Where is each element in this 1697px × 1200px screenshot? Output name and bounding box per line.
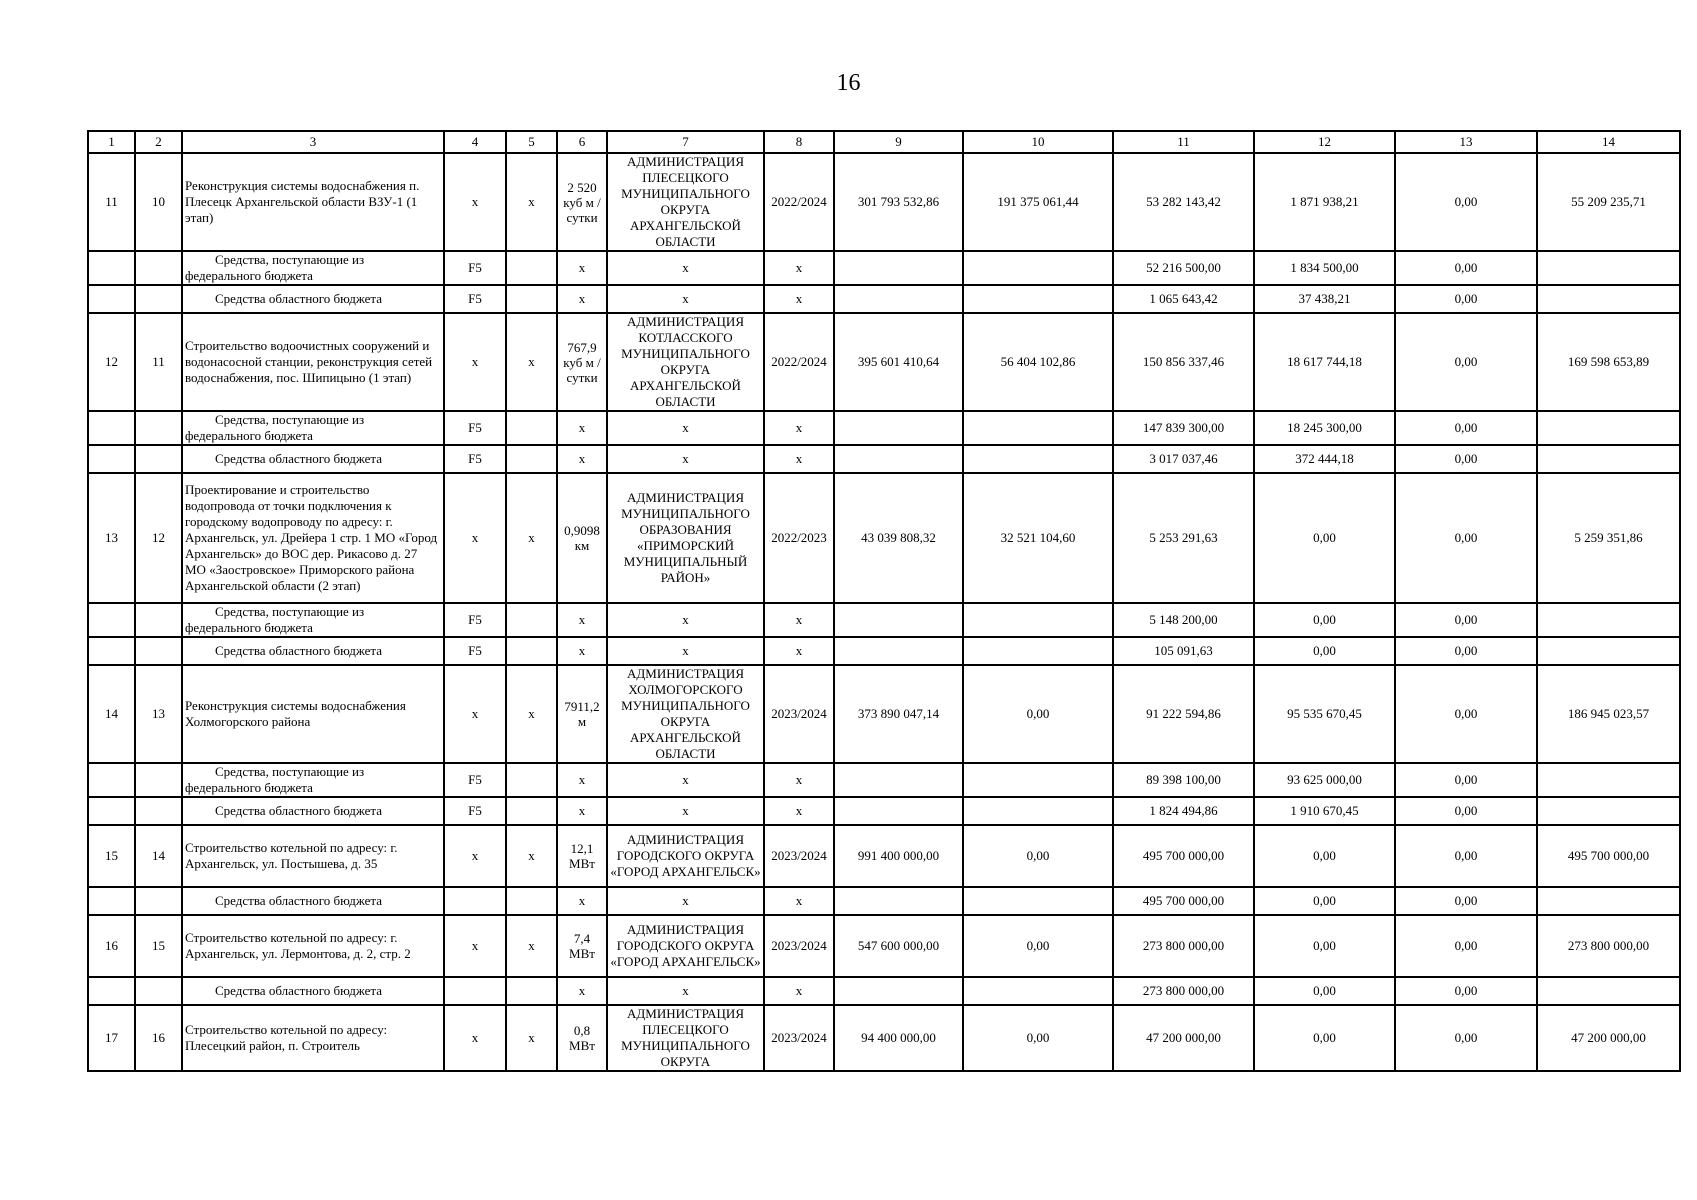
amount-cell <box>834 797 963 825</box>
table-cell <box>88 251 135 285</box>
amount-cell: 91 222 594,86 <box>1113 665 1254 763</box>
table-cell: F5 <box>444 285 506 313</box>
amount-cell <box>963 977 1113 1005</box>
table-cell <box>444 887 506 915</box>
capacity: 7911,2 м <box>557 665 607 763</box>
amount-cell: 1 834 500,00 <box>1254 251 1395 285</box>
funding-source-line: Средства, поступающие из <box>215 252 365 267</box>
table-cell: х <box>764 603 834 637</box>
amount-cell <box>963 797 1113 825</box>
amount-cell: 56 404 102,86 <box>963 313 1113 411</box>
amount-cell <box>1537 797 1680 825</box>
table-cell <box>135 797 182 825</box>
table-row <box>88 313 1680 411</box>
amount-cell: 147 839 300,00 <box>1113 411 1254 445</box>
amount-cell: 18 245 300,00 <box>1254 411 1395 445</box>
amount-cell: 0,00 <box>963 825 1113 887</box>
amount-cell: 0,00 <box>1395 313 1537 411</box>
funding-source <box>182 251 444 285</box>
table-cell: х <box>557 637 607 665</box>
funding-source-line: федерального бюджета <box>185 428 313 443</box>
amount-cell: 0,00 <box>1395 825 1537 887</box>
amount-cell: 0,00 <box>1254 915 1395 977</box>
table-cell <box>135 763 182 797</box>
capacity: 0,9098 км <box>557 473 607 603</box>
table-cell: х <box>764 763 834 797</box>
funding-source-line: Средства, поступающие из <box>215 764 365 779</box>
organization: АДМИНИСТРАЦИЯ ХОЛМОГОРСКОГО МУНИЦИПАЛЬНОГО ОКРУГА АРХАНГЕЛЬСКОЙ ОБЛАСТИ <box>607 665 764 763</box>
table-cell: х <box>444 665 506 763</box>
amount-cell: 150 856 337,46 <box>1113 313 1254 411</box>
funding-source-line: федерального бюджета <box>185 620 313 635</box>
table-cell: х <box>444 153 506 251</box>
row-number: 12 <box>88 313 135 411</box>
capacity: 0,8 МВт <box>557 1005 607 1071</box>
funding-source <box>182 603 444 637</box>
item-number: 10 <box>135 153 182 251</box>
amount-cell: 0,00 <box>1395 1005 1537 1071</box>
amount-cell <box>834 977 963 1005</box>
table-subrow <box>88 251 1680 285</box>
project-name: Строительство котельной по адресу: г. Архангельск, ул. Лермонтова, д. 2, стр. 2 <box>182 915 444 977</box>
funding-source-line: федерального бюджета <box>185 780 313 795</box>
item-number: 15 <box>135 915 182 977</box>
col-header: 1 <box>88 131 135 153</box>
col-header: 3 <box>182 131 444 153</box>
table-cell <box>88 637 135 665</box>
table-cell: х <box>557 251 607 285</box>
table-cell <box>88 977 135 1005</box>
amount-cell: 0,00 <box>1254 887 1395 915</box>
project-name: Реконструкция системы водоснабжения п. Плесецк Архангельской области ВЗУ-1 (1 этап) <box>182 153 444 251</box>
table-cell: х <box>506 665 557 763</box>
amount-cell: 93 625 000,00 <box>1254 763 1395 797</box>
table-cell <box>135 285 182 313</box>
amount-cell <box>834 411 963 445</box>
table-cell: х <box>607 887 764 915</box>
table-cell <box>506 285 557 313</box>
capacity: 2 520 куб м / сутки <box>557 153 607 251</box>
table-cell: х <box>764 285 834 313</box>
table-cell <box>88 887 135 915</box>
amount-cell: 3 017 037,46 <box>1113 445 1254 473</box>
table-cell <box>506 603 557 637</box>
table-cell: F5 <box>444 797 506 825</box>
amount-cell: 43 039 808,32 <box>834 473 963 603</box>
amount-cell: 0,00 <box>963 665 1113 763</box>
table-cell: х <box>557 797 607 825</box>
amount-cell <box>963 251 1113 285</box>
table-cell <box>88 763 135 797</box>
amount-cell: 0,00 <box>963 915 1113 977</box>
amount-cell <box>1537 445 1680 473</box>
amount-cell: 273 800 000,00 <box>1113 915 1254 977</box>
table-cell: х <box>557 411 607 445</box>
capacity: 767,9 куб м / сутки <box>557 313 607 411</box>
amount-cell: 55 209 235,71 <box>1537 153 1680 251</box>
table-row <box>88 473 1680 603</box>
project-name: Проектирование и строительство водопровода от точки подключения к городскому водопроводу по адресу: г. Архангельск, ул. Дрейера 1 стр. 1 МО «Город Архангельск» до ВОС дер. Рикасово д. 27 МО «Заостровское» Приморского района Архангельской области (2 этап) <box>182 473 444 603</box>
amount-cell: 273 800 000,00 <box>1113 977 1254 1005</box>
table-cell <box>135 887 182 915</box>
amount-cell: 0,00 <box>1395 603 1537 637</box>
amount-cell: 105 091,63 <box>1113 637 1254 665</box>
col-header: 12 <box>1254 131 1395 153</box>
table-subrow <box>88 411 1680 445</box>
amount-cell <box>963 603 1113 637</box>
col-header: 13 <box>1395 131 1537 153</box>
table-cell: х <box>607 797 764 825</box>
table-row <box>88 153 1680 251</box>
amount-cell: 5 259 351,86 <box>1537 473 1680 603</box>
table-cell: х <box>444 1005 506 1071</box>
table-cell <box>506 251 557 285</box>
page-number: 16 <box>836 70 861 96</box>
table-row <box>88 915 1680 977</box>
table-cell: F5 <box>444 603 506 637</box>
table-subrow <box>88 797 1680 825</box>
table-cell: х <box>557 285 607 313</box>
amount-cell <box>1537 887 1680 915</box>
capacity: 7,4 МВт <box>557 915 607 977</box>
amount-cell <box>1537 411 1680 445</box>
table-subrow <box>88 887 1680 915</box>
amount-cell: 0,00 <box>1254 977 1395 1005</box>
table-cell: F5 <box>444 763 506 797</box>
amount-cell <box>834 603 963 637</box>
funding-source: Средства областного бюджета <box>182 887 444 915</box>
funding-source-line: Средства, поступающие из <box>215 604 365 619</box>
row-number: 14 <box>88 665 135 763</box>
table-cell: х <box>607 285 764 313</box>
table-cell: х <box>444 825 506 887</box>
amount-cell <box>1537 603 1680 637</box>
amount-cell: 32 521 104,60 <box>963 473 1113 603</box>
amount-cell: 495 700 000,00 <box>1537 825 1680 887</box>
amount-cell: 0,00 <box>1395 411 1537 445</box>
table-cell: х <box>506 1005 557 1071</box>
row-number: 15 <box>88 825 135 887</box>
col-header: 2 <box>135 131 182 153</box>
amount-cell: 18 617 744,18 <box>1254 313 1395 411</box>
table-cell: F5 <box>444 637 506 665</box>
table-cell: х <box>764 977 834 1005</box>
amount-cell: 1 871 938,21 <box>1254 153 1395 251</box>
amount-cell: 0,00 <box>1395 977 1537 1005</box>
funding-source: Средства областного бюджета <box>182 285 444 313</box>
table-cell: х <box>764 251 834 285</box>
amount-cell: 53 282 143,42 <box>1113 153 1254 251</box>
amount-cell <box>834 887 963 915</box>
col-header: 11 <box>1113 131 1254 153</box>
amount-cell: 0,00 <box>1395 445 1537 473</box>
amount-cell: 0,00 <box>1254 473 1395 603</box>
table-cell <box>135 637 182 665</box>
funding-source <box>182 763 444 797</box>
amount-cell: 0,00 <box>1254 825 1395 887</box>
table-cell: х <box>444 473 506 603</box>
funding-source: Средства областного бюджета <box>182 445 444 473</box>
project-name: Строительство котельной по адресу: Плесецкий район, п. Строитель <box>182 1005 444 1071</box>
period: 2023/2024 <box>764 665 834 763</box>
amount-cell: 0,00 <box>1254 1005 1395 1071</box>
amount-cell: 1 824 494,86 <box>1113 797 1254 825</box>
amount-cell: 191 375 061,44 <box>963 153 1113 251</box>
organization: АДМИНИСТРАЦИЯ ПЛЕСЕЦКОГО МУНИЦИПАЛЬНОГО ОКРУГА АРХАНГЕЛЬСКОЙ ОБЛАСТИ <box>607 153 764 251</box>
project-name: Строительство водоочистных сооружений и водонасосной станции, реконструкция сетей водоснабжения, пос. Шипицыно (1 этап) <box>182 313 444 411</box>
amount-cell: 0,00 <box>1395 251 1537 285</box>
funding-source <box>182 411 444 445</box>
funding-source-line: Средства, поступающие из <box>215 412 365 427</box>
table-cell: F5 <box>444 445 506 473</box>
funding-source-line: федерального бюджета <box>185 268 313 283</box>
item-number: 16 <box>135 1005 182 1071</box>
table-cell: х <box>607 251 764 285</box>
amount-cell <box>834 445 963 473</box>
amount-cell: 0,00 <box>1395 637 1537 665</box>
col-header: 14 <box>1537 131 1680 153</box>
table-cell <box>88 445 135 473</box>
table-cell <box>506 411 557 445</box>
funding-source: Средства областного бюджета <box>182 637 444 665</box>
table-cell <box>506 637 557 665</box>
amount-cell: 47 200 000,00 <box>1113 1005 1254 1071</box>
amount-cell: 186 945 023,57 <box>1537 665 1680 763</box>
amount-cell <box>1537 637 1680 665</box>
amount-cell: 547 600 000,00 <box>834 915 963 977</box>
amount-cell: 89 398 100,00 <box>1113 763 1254 797</box>
col-header: 6 <box>557 131 607 153</box>
organization: АДМИНИСТРАЦИЯ ПЛЕСЕЦКОГО МУНИЦИПАЛЬНОГО ОКРУГА <box>607 1005 764 1071</box>
amount-cell: 495 700 000,00 <box>1113 887 1254 915</box>
table-cell: х <box>444 313 506 411</box>
table-cell: х <box>506 313 557 411</box>
table-subrow <box>88 977 1680 1005</box>
amount-cell <box>834 637 963 665</box>
col-header: 8 <box>764 131 834 153</box>
amount-cell: 0,00 <box>1395 887 1537 915</box>
amount-cell <box>834 763 963 797</box>
table-cell: х <box>444 915 506 977</box>
amount-cell: 5 253 291,63 <box>1113 473 1254 603</box>
organization: АДМИНИСТРАЦИЯ ГОРОДСКОГО ОКРУГА «ГОРОД АРХАНГЕЛЬСК» <box>607 915 764 977</box>
amount-cell: 1 065 643,42 <box>1113 285 1254 313</box>
amount-cell <box>1537 251 1680 285</box>
col-header: 10 <box>963 131 1113 153</box>
funding-table <box>87 130 1681 1072</box>
table-cell <box>506 887 557 915</box>
amount-cell <box>834 251 963 285</box>
table-cell: х <box>607 763 764 797</box>
table-cell: х <box>607 445 764 473</box>
table-cell <box>135 977 182 1005</box>
table-cell: х <box>506 473 557 603</box>
amount-cell: 0,00 <box>1254 637 1395 665</box>
amount-cell: 0,00 <box>1395 915 1537 977</box>
table-cell: х <box>506 825 557 887</box>
table-cell: х <box>607 977 764 1005</box>
row-number: 17 <box>88 1005 135 1071</box>
table-cell <box>444 977 506 1005</box>
amount-cell: 1 910 670,45 <box>1254 797 1395 825</box>
item-number: 11 <box>135 313 182 411</box>
period: 2023/2024 <box>764 825 834 887</box>
table-subrow <box>88 637 1680 665</box>
amount-cell: 273 800 000,00 <box>1537 915 1680 977</box>
table-cell: х <box>557 887 607 915</box>
funding-source: Средства областного бюджета <box>182 977 444 1005</box>
amount-cell: 991 400 000,00 <box>834 825 963 887</box>
table-cell <box>88 603 135 637</box>
period: 2023/2024 <box>764 1005 834 1071</box>
amount-cell <box>1537 285 1680 313</box>
table-cell: F5 <box>444 251 506 285</box>
period: 2022/2023 <box>764 473 834 603</box>
amount-cell <box>963 285 1113 313</box>
table-cell <box>506 977 557 1005</box>
amount-cell: 495 700 000,00 <box>1113 825 1254 887</box>
table-subrow <box>88 603 1680 637</box>
amount-cell: 169 598 653,89 <box>1537 313 1680 411</box>
table-cell <box>506 763 557 797</box>
amount-cell <box>963 411 1113 445</box>
amount-cell <box>963 887 1113 915</box>
table-cell <box>135 445 182 473</box>
table-cell <box>88 285 135 313</box>
project-name: Реконструкция системы водоснабжения Холмогорского района <box>182 665 444 763</box>
table-cell <box>88 411 135 445</box>
table-cell: х <box>764 637 834 665</box>
period: 2023/2024 <box>764 915 834 977</box>
amount-cell: 0,00 <box>1395 285 1537 313</box>
amount-cell: 0,00 <box>1395 473 1537 603</box>
period: 2022/2024 <box>764 313 834 411</box>
amount-cell: 395 601 410,64 <box>834 313 963 411</box>
amount-cell: 0,00 <box>1395 797 1537 825</box>
col-header: 7 <box>607 131 764 153</box>
amount-cell <box>963 445 1113 473</box>
table-cell <box>135 411 182 445</box>
amount-cell: 37 438,21 <box>1254 285 1395 313</box>
amount-cell: 373 890 047,14 <box>834 665 963 763</box>
table-cell: х <box>506 915 557 977</box>
organization: АДМИНИСТРАЦИЯ ГОРОДСКОГО ОКРУГА «ГОРОД АРХАНГЕЛЬСК» <box>607 825 764 887</box>
table-cell: х <box>607 637 764 665</box>
col-header: 5 <box>506 131 557 153</box>
row-number: 13 <box>88 473 135 603</box>
table-cell: х <box>557 445 607 473</box>
table-subrow <box>88 763 1680 797</box>
amount-cell: 301 793 532,86 <box>834 153 963 251</box>
organization: АДМИНИСТРАЦИЯ КОТЛАССКОГО МУНИЦИПАЛЬНОГО ОКРУГА АРХАНГЕЛЬСКОЙ ОБЛАСТИ <box>607 313 764 411</box>
amount-cell: 52 216 500,00 <box>1113 251 1254 285</box>
amount-cell: 0,00 <box>1395 665 1537 763</box>
table-cell: х <box>557 603 607 637</box>
table-cell <box>88 797 135 825</box>
amount-cell <box>1537 977 1680 1005</box>
funding-source: Средства областного бюджета <box>182 797 444 825</box>
amount-cell: 94 400 000,00 <box>834 1005 963 1071</box>
amount-cell: 0,00 <box>1395 763 1537 797</box>
amount-cell <box>963 763 1113 797</box>
table-cell <box>506 445 557 473</box>
amount-cell: 95 535 670,45 <box>1254 665 1395 763</box>
table-cell <box>135 603 182 637</box>
table-subrow <box>88 285 1680 313</box>
table-cell <box>506 797 557 825</box>
table-cell: х <box>764 887 834 915</box>
table-cell: х <box>764 445 834 473</box>
table-cell: х <box>607 603 764 637</box>
organization: АДМИНИСТРАЦИЯ МУНИЦИПАЛЬНОГО ОБРАЗОВАНИЯ «ПРИМОРСКИЙ МУНИЦИПАЛЬНЫЙ РАЙОН» <box>607 473 764 603</box>
amount-cell: 0,00 <box>1395 153 1537 251</box>
amount-cell <box>963 637 1113 665</box>
amount-cell: 0,00 <box>1254 603 1395 637</box>
amount-cell: 372 444,18 <box>1254 445 1395 473</box>
amount-cell <box>834 285 963 313</box>
table-subrow <box>88 445 1680 473</box>
item-number: 14 <box>135 825 182 887</box>
row-number: 16 <box>88 915 135 977</box>
table-cell: х <box>506 153 557 251</box>
project-name: Строительство котельной по адресу: г. Архангельск, ул. Постышева, д. 35 <box>182 825 444 887</box>
table-cell: х <box>764 797 834 825</box>
table-row <box>88 665 1680 763</box>
table-cell: х <box>764 411 834 445</box>
table-row <box>88 1005 1680 1071</box>
table-cell: х <box>607 411 764 445</box>
table-row <box>88 825 1680 887</box>
item-number: 13 <box>135 665 182 763</box>
item-number: 12 <box>135 473 182 603</box>
header-row <box>88 131 1680 153</box>
row-number: 11 <box>88 153 135 251</box>
period: 2022/2024 <box>764 153 834 251</box>
amount-cell: 5 148 200,00 <box>1113 603 1254 637</box>
table-cell: х <box>557 763 607 797</box>
col-header: 4 <box>444 131 506 153</box>
capacity: 12,1 МВт <box>557 825 607 887</box>
amount-cell: 47 200 000,00 <box>1537 1005 1680 1071</box>
amount-cell: 0,00 <box>963 1005 1113 1071</box>
table-cell: F5 <box>444 411 506 445</box>
col-header: 9 <box>834 131 963 153</box>
amount-cell <box>1537 763 1680 797</box>
table-cell <box>135 251 182 285</box>
table-cell: х <box>557 977 607 1005</box>
